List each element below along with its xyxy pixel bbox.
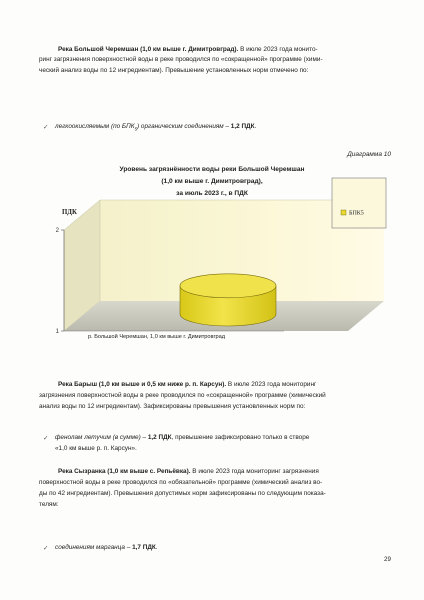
- p2-line-1: [58, 382, 316, 388]
- p1-text: В июле 2023 года монито-: [238, 46, 318, 53]
- p2-bullet-rest: , превышение зафиксировано только в створе: [171, 434, 310, 441]
- bar-bpk5-top: [180, 274, 276, 298]
- p1-bullet-italic: легкоокисляемым (по БПК: [55, 123, 135, 130]
- x-category-label: р. Большой Черемшан, 1,0 км выше г. Димитровград: [88, 334, 225, 340]
- p2-heading: Река Барыш (1,0 км выше и 0,5 км ниже р. п. Карсун).: [58, 381, 227, 388]
- p3-heading: Река Сызранка (1,0 км выше с. Репьёвка).: [58, 468, 191, 475]
- p2-bullet-dash: –: [140, 434, 148, 441]
- p3-bullet-end: .: [155, 544, 158, 551]
- chart-title-2: (1,0 км выше г. Димитровград),: [161, 178, 263, 185]
- legend-swatch: [341, 210, 346, 215]
- checkmark-icon: ✓: [43, 124, 49, 131]
- page-number: 29: [384, 556, 391, 563]
- p3-line-3: ды по 42 ингредиентам). Превышения допустимых норм зафиксированы по следующим показа-: [39, 490, 326, 497]
- p3-line-4: телям:: [39, 501, 59, 508]
- p2-line-3: анализ воды по 12 ингредиентам). Зафиксированы превышения установленных норм по:: [39, 403, 306, 410]
- p1-bullet-sub: 5: [134, 126, 137, 132]
- diagram-number: Диаграмма 10: [347, 151, 391, 158]
- p3-line-2: поверхностной воды в реке проводился по «обязательной» программе (химический анализ во-: [39, 479, 323, 486]
- p1-bullet-value: 1,2 ПДК: [230, 123, 255, 130]
- checkmark-icon: ✓: [43, 545, 49, 552]
- p3-bullet: [55, 545, 158, 551]
- p3-bullet-dash: –: [124, 544, 133, 551]
- p2-line-2: загрязнения поверхностной воды в реке проводился по «сокращенной» программе (химический: [39, 392, 326, 399]
- p2-bullet-value: 1,2 ПДК: [147, 434, 172, 441]
- chart-title-1: Уровень загрязнённости воды реки Большой Черемшан: [119, 166, 305, 173]
- p2-bullet: [55, 435, 309, 441]
- y-tick-label: 2: [55, 228, 59, 234]
- p3-bullet-italic: соединениям марганца: [55, 544, 125, 551]
- p1-bullet-italic-2: ) органическим соединениям: [137, 123, 224, 130]
- p1-line-2: ринг загрязнения поверхностной воды в реке проводился по «сокращенной» программе (хими-: [39, 56, 323, 63]
- p3-bullet-value: 1,7 ПДК: [132, 544, 156, 551]
- p2-text: В июле 2023 года мониторинг: [226, 381, 317, 388]
- p1-bullet-end: .: [254, 123, 257, 130]
- y-axis-label: ПДК: [62, 209, 77, 216]
- p1-line-3: ческий анализ воды по 12 ингредиентам). Превышение установленных норм отмечено по:: [39, 67, 309, 74]
- legend-label: БПК5: [349, 210, 364, 217]
- p1-bullet-dash: –: [223, 123, 231, 130]
- p2-bullet-italic: фенолам летучим (в сумме): [55, 434, 141, 441]
- checkmark-icon: ✓: [43, 435, 49, 442]
- p2-bullet-line-2: «1,0 км выше р. п. Карсун».: [55, 445, 137, 452]
- p1-heading: Река Большой Черемшан (1,0 км выше г. Димитровград).: [58, 46, 239, 53]
- legend-box: [332, 178, 386, 228]
- y-tick-label: 1: [55, 329, 59, 335]
- p3-text: В июле 2023 года мониторинг загрязнения: [190, 468, 319, 475]
- p3-line-1: [58, 469, 319, 475]
- chart-title-3: за июль 2023 г., в ПДК: [176, 190, 248, 197]
